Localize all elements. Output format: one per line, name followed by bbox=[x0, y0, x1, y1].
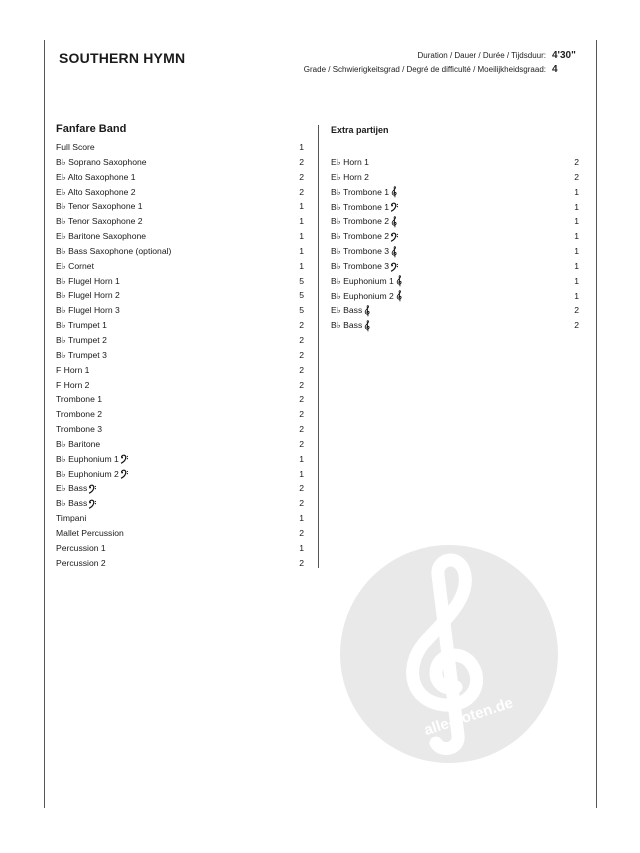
treble-clef-icon bbox=[390, 186, 399, 198]
fanfare-part-row bbox=[56, 407, 304, 422]
part-count: 1 bbox=[574, 246, 579, 257]
part-count: 2 bbox=[299, 156, 304, 167]
treble-clef-icon bbox=[363, 320, 372, 332]
part-name: Mallet Percussion bbox=[56, 527, 124, 538]
part-count: 1 bbox=[574, 231, 579, 242]
part-count: 1 bbox=[299, 453, 304, 464]
part-count: 2 bbox=[299, 320, 304, 331]
part-count: 2 bbox=[299, 171, 304, 182]
fanfare-part-row bbox=[56, 259, 304, 274]
part-name: B♭ Trombone 3 bbox=[331, 246, 390, 257]
part-count: 1 bbox=[574, 186, 579, 197]
part-name: E♭ Bass bbox=[331, 305, 363, 316]
part-count: 2 bbox=[299, 438, 304, 449]
fanfare-part-row bbox=[56, 452, 304, 467]
part-count: 1 bbox=[299, 245, 304, 256]
part-name: E♭ Cornet bbox=[56, 260, 94, 271]
part-count: 2 bbox=[299, 498, 304, 509]
extra-part-row bbox=[331, 259, 579, 274]
fanfare-part-row bbox=[56, 348, 304, 363]
part-name: B♭ Flugel Horn 2 bbox=[56, 290, 120, 301]
part-name: B♭ Euphonium 2 bbox=[331, 290, 394, 301]
fanfare-part-row bbox=[56, 318, 304, 333]
part-name: B♭ Bass Saxophone (optional) bbox=[56, 245, 172, 256]
bass-clef-icon bbox=[390, 201, 399, 213]
fanfare-part-row bbox=[56, 155, 304, 170]
part-name: E♭ Bass bbox=[56, 483, 88, 494]
part-count: 2 bbox=[574, 171, 579, 182]
fanfare-part-row bbox=[56, 229, 304, 244]
part-name: E♭ Horn 1 bbox=[331, 157, 369, 167]
fanfare-part-row bbox=[56, 467, 304, 482]
part-name: B♭ Flugel Horn 3 bbox=[56, 305, 120, 316]
part-name: B♭ Trombone 2 bbox=[331, 216, 390, 227]
part-count: 1 bbox=[299, 216, 304, 227]
part-name: Percussion 2 bbox=[56, 557, 106, 568]
column-divider bbox=[318, 125, 319, 568]
part-count: 1 bbox=[574, 216, 579, 227]
fanfare-part-row bbox=[56, 244, 304, 259]
part-count: 5 bbox=[299, 290, 304, 301]
duration-label: Duration / Dauer / Durée / Tijdsduur: bbox=[417, 51, 546, 60]
part-name: B♭ Flugel Horn 1 bbox=[56, 275, 120, 286]
part-name: B♭ Trumpet 2 bbox=[56, 334, 107, 345]
bass-clef-icon bbox=[390, 261, 399, 273]
fanfare-part-row bbox=[56, 437, 304, 452]
part-name: B♭ Trombone 1 bbox=[331, 201, 390, 212]
section-title-fanfare-band: Fanfare Band bbox=[56, 123, 127, 135]
extra-part-row bbox=[331, 229, 579, 244]
fanfare-part-row bbox=[56, 274, 304, 289]
part-name: B♭ Soprano Saxophone bbox=[56, 156, 147, 167]
part-count: 2 bbox=[299, 349, 304, 360]
treble-clef-icon bbox=[395, 275, 404, 287]
fanfare-part-row bbox=[56, 481, 304, 496]
part-name: B♭ Tenor Saxophone 2 bbox=[56, 216, 143, 227]
fanfare-part-row bbox=[56, 378, 304, 393]
extra-part-row bbox=[331, 303, 579, 318]
part-count: 1 bbox=[574, 260, 579, 271]
part-name: B♭ Tenor Saxophone 1 bbox=[56, 201, 143, 212]
part-name: B♭ Trumpet 3 bbox=[56, 349, 107, 360]
part-name: B♭ Euphonium 1 bbox=[331, 275, 394, 286]
part-name: E♭ Alto Saxophone 2 bbox=[56, 186, 136, 197]
fanfare-part-row bbox=[56, 170, 304, 185]
part-name: Timpani bbox=[56, 513, 87, 524]
treble-clef-icon bbox=[390, 246, 399, 258]
fanfare-part-row bbox=[56, 199, 304, 214]
part-count: 1 bbox=[574, 201, 579, 212]
piece-title: SOUTHERN HYMN bbox=[59, 50, 186, 66]
bass-clef-icon bbox=[120, 468, 129, 480]
fanfare-part-row bbox=[56, 511, 304, 526]
extra-part-row bbox=[331, 274, 579, 289]
treble-clef-icon bbox=[363, 305, 372, 317]
part-count: 1 bbox=[299, 201, 304, 212]
part-count: 1 bbox=[299, 468, 304, 479]
part-name: F Horn 2 bbox=[56, 379, 90, 390]
bass-clef-icon bbox=[390, 231, 399, 243]
part-count: 2 bbox=[299, 527, 304, 538]
grade-line bbox=[304, 64, 580, 75]
extra-part-row bbox=[331, 185, 579, 200]
fanfare-part-row bbox=[56, 363, 304, 378]
part-count: 1 bbox=[299, 142, 304, 152]
duration-value: 4'30" bbox=[552, 50, 576, 61]
part-name: Percussion 1 bbox=[56, 542, 106, 553]
part-name: B♭ Euphonium 1 bbox=[56, 453, 119, 464]
extra-part-row bbox=[331, 289, 579, 304]
part-count: 1 bbox=[299, 513, 304, 524]
part-name: B♭ Bass bbox=[56, 498, 88, 509]
part-count: 2 bbox=[574, 320, 579, 331]
part-count: 2 bbox=[574, 157, 579, 167]
part-count: 2 bbox=[299, 186, 304, 197]
part-name: Trombone 2 bbox=[56, 409, 103, 420]
fanfare-part-row bbox=[56, 526, 304, 541]
treble-clef-icon bbox=[390, 216, 399, 228]
part-count: 2 bbox=[299, 379, 304, 390]
part-name: E♭ Horn 2 bbox=[331, 171, 369, 182]
fanfare-band-parts-list bbox=[56, 140, 304, 570]
grade-label: Grade / Schwierigkeitsgrad / Degré de difficulté / Moeilijkheidsgraad: bbox=[303, 65, 546, 74]
part-name: Trombone 1 bbox=[56, 394, 103, 405]
extra-part-row bbox=[331, 200, 579, 215]
extra-part-row bbox=[331, 214, 579, 229]
page-border-left bbox=[44, 40, 45, 808]
grade-value: 4 bbox=[552, 64, 558, 75]
part-count: 1 bbox=[299, 260, 304, 271]
part-count: 1 bbox=[574, 275, 579, 286]
part-count: 2 bbox=[299, 409, 304, 420]
part-name: B♭ Trombone 3 bbox=[331, 260, 390, 271]
duration-line bbox=[417, 50, 580, 61]
part-name: B♭ Trombone 2 bbox=[331, 231, 390, 242]
part-count: 5 bbox=[299, 305, 304, 316]
extra-parts-list bbox=[331, 155, 579, 333]
part-count: 2 bbox=[299, 394, 304, 405]
part-name: B♭ Euphonium 2 bbox=[56, 468, 119, 479]
part-name: B♭ Trumpet 1 bbox=[56, 320, 107, 331]
bass-clef-icon bbox=[88, 483, 97, 495]
part-count: 2 bbox=[299, 483, 304, 494]
watermark bbox=[340, 545, 558, 763]
fanfare-part-row bbox=[56, 303, 304, 318]
part-count: 2 bbox=[299, 557, 304, 568]
part-count: 1 bbox=[574, 290, 579, 301]
part-name: Full Score bbox=[56, 142, 95, 152]
part-name: Trombone 3 bbox=[56, 424, 103, 435]
part-name: B♭ Baritone bbox=[56, 438, 101, 449]
treble-clef-icon bbox=[395, 290, 404, 302]
part-count: 2 bbox=[299, 424, 304, 435]
part-count: 2 bbox=[574, 305, 579, 316]
watermark-text: alle-noten.de bbox=[421, 694, 516, 740]
fanfare-part-row bbox=[56, 541, 304, 556]
part-name: B♭ Bass bbox=[331, 320, 363, 331]
section-title-extra-parts: Extra partijen bbox=[331, 125, 389, 135]
fanfare-part-row bbox=[56, 422, 304, 437]
extra-part-row bbox=[331, 318, 579, 333]
fanfare-part-row bbox=[56, 392, 304, 407]
bass-clef-icon bbox=[120, 453, 129, 465]
extra-part-row bbox=[331, 244, 579, 259]
bass-clef-icon bbox=[88, 498, 97, 510]
extra-part-row bbox=[331, 170, 579, 185]
part-name: E♭ Baritone Saxophone bbox=[56, 231, 147, 242]
fanfare-part-row bbox=[56, 333, 304, 348]
part-name: F Horn 1 bbox=[56, 364, 90, 375]
fanfare-part-row bbox=[56, 556, 304, 571]
extra-part-row bbox=[331, 155, 579, 170]
part-count: 1 bbox=[299, 231, 304, 242]
fanfare-part-row bbox=[56, 214, 304, 229]
fanfare-part-row bbox=[56, 140, 304, 155]
fanfare-part-row bbox=[56, 496, 304, 511]
part-name: B♭ Trombone 1 bbox=[331, 186, 390, 197]
part-count: 1 bbox=[299, 542, 304, 553]
part-count: 2 bbox=[299, 364, 304, 375]
part-count: 2 bbox=[299, 334, 304, 345]
fanfare-part-row bbox=[56, 185, 304, 200]
page-border-right bbox=[596, 40, 597, 808]
fanfare-part-row bbox=[56, 288, 304, 303]
part-name: E♭ Alto Saxophone 1 bbox=[56, 171, 136, 182]
part-count: 5 bbox=[299, 275, 304, 286]
